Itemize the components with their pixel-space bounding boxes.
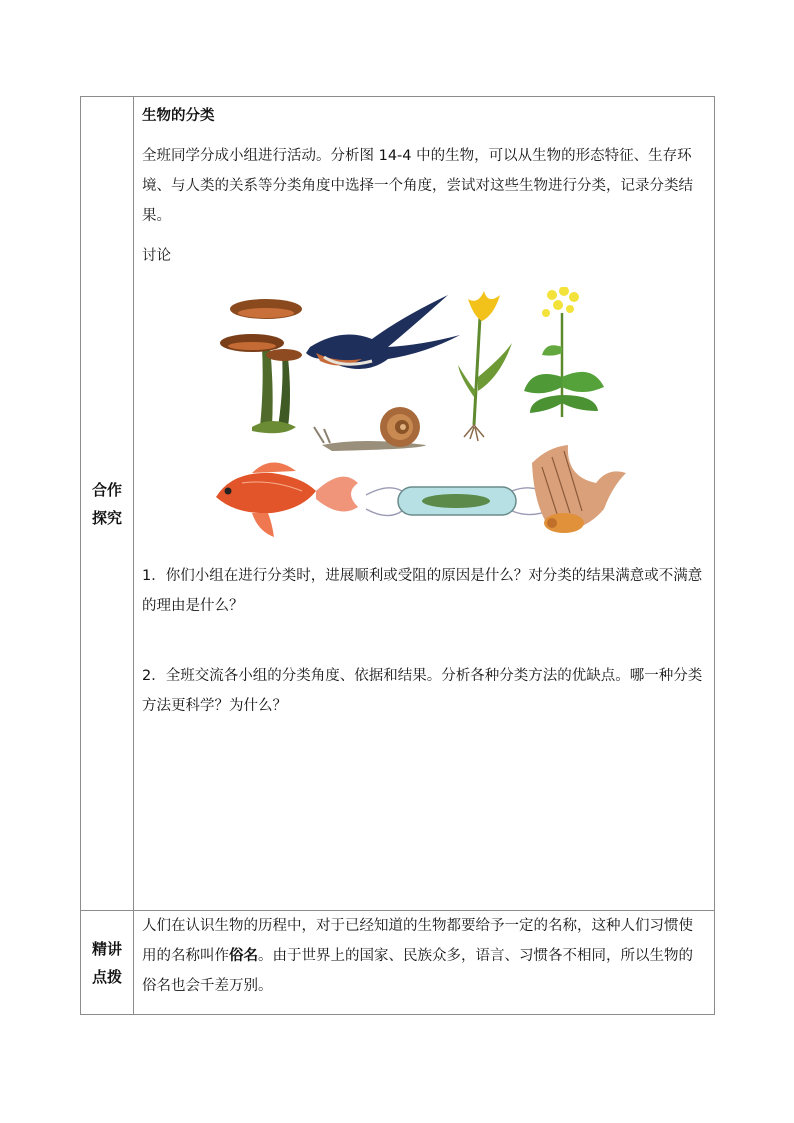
- activity-instructions: 全班同学分成小组进行活动。分析图 14-4 中的生物，可以从生物的形态特征、生存环境、与人类的关系等分类角度中选择一个角度，尝试对这些生物进行分类，记录分类结果。: [142, 148, 693, 224]
- discussion-label: 讨论: [142, 248, 171, 264]
- rapeseed-plant-icon: [524, 287, 604, 417]
- inquiry-content: [134, 97, 715, 911]
- common-name-explanation: [142, 911, 707, 1001]
- explanation-text: 。由于世界上的国家、民族众多，语言、习惯各不相同，所以生物的俗名也会千差万别。: [142, 948, 693, 994]
- key-term: 俗名: [229, 948, 258, 964]
- cooperative-inquiry-row: [81, 97, 715, 911]
- explanation-text: 人们在认识生物的历程中，对于已经知道的生物都要给予一定的名称，这种人们习惯使用的名称叫作: [142, 918, 693, 964]
- mushroom-icon: [220, 299, 302, 433]
- key-explanation-row: [81, 911, 715, 1015]
- section-label-inquiry: [81, 97, 134, 911]
- explanation-content: [134, 911, 715, 1015]
- label-line: 探究: [91, 508, 122, 527]
- section-title: 生物的分类: [142, 108, 215, 124]
- label-line: 合作: [91, 480, 122, 499]
- swallow-icon: [306, 295, 460, 369]
- label-line: 点拨: [91, 967, 122, 986]
- label-line: 精讲: [91, 939, 122, 958]
- bacterium-icon: [366, 487, 552, 516]
- snail-icon: [314, 407, 426, 451]
- discussion-question-2: 2．全班交流各小组的分类角度、依据和结果。分析各种分类方法的优缺点。哪一种分类方法更科学？为什么？: [142, 668, 703, 714]
- discussion-question-1: 1．你们小组在进行分类时，进展顺利或受阻的原因是什么？对分类的结果满意或不满意的理由是什么？: [142, 568, 703, 614]
- organisms-figure: [212, 287, 692, 547]
- bat-icon: [532, 445, 626, 533]
- lesson-table: [80, 96, 715, 1015]
- tulip-icon: [458, 291, 512, 441]
- goldfish-icon: [216, 462, 358, 537]
- section-label-explanation: [81, 911, 134, 1015]
